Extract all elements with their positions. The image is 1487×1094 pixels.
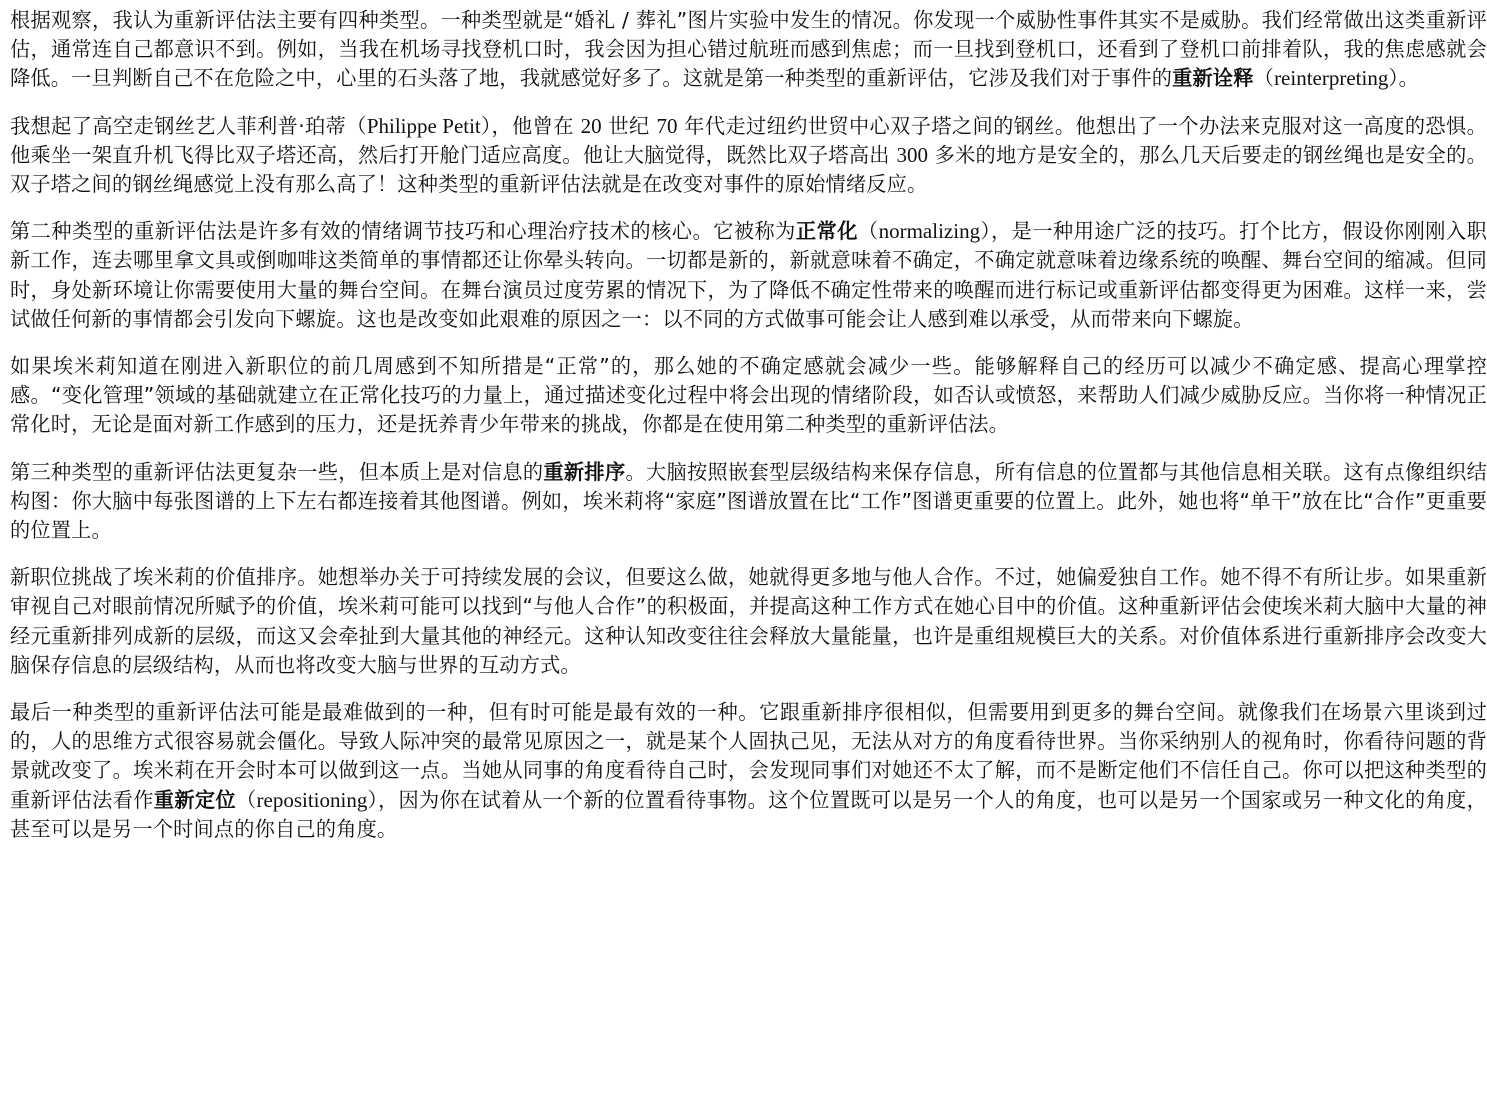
key-term: 正常化 [795,219,858,244]
paragraph [10,352,1487,440]
paragraph [10,6,1487,94]
text-run: 新职位挑战了埃米莉的价值排序。她想举办关于可持续发展的会议，但要这么做，她就得更多地与他人合作。不过，她偏爱独自工作。她不得不有所让步。如果重新审视自己对眼前情况所赋予的价值，埃米莉可能可以找到“与他人合作”的积极面，并提高这种工作方式在她心目中的价值。这种重新评估会使埃米莉大脑中大量的神经元重新排列成新的层级，而这又会牵扯到大量其他的神经元。这种认知改变往往会释放大量能量，也许是重组规模巨大的关系。对价值体系进行重新排序会改变大脑保存信息的层级结构，从而也将改变大脑与世界的互动方式。 [10,565,1487,677]
text-run: 最后一种类型的重新评估法可能是最难做到的一种，但有时可能是最有效的一种。它跟重新排序很相似，但需要用到更多的舞台空间。就像我们在场景六里谈到过的，人的思维方式很容易就会僵化。导致人际冲突的最常见原因之一，就是某个人固执己见，无法从对方的角度看待世界。当你采纳别人的视角时，你看待问题的背景就改变了。埃米莉在开会时本可以做到这一点。当她从同事的角度看待自己时，会发现同事们对她还不太了解，而不是断定他们不信任自己。你可以把这种类型的重新评估法看作 [10,700,1487,812]
paragraph [10,217,1487,334]
text-run: 第三种类型的重新评估法更复杂一些，但本质上是对信息的 [10,459,544,484]
text-run: ）。 [1388,66,1420,91]
text-run: 我想起了高空走钢丝艺人菲利普·珀蒂（ [10,113,367,138]
paragraph [10,698,1487,844]
latin-text: reinterpreting [1274,66,1389,91]
text-run: （ [235,787,257,812]
text-run: 世纪 [601,113,657,138]
key-term: 重新排序 [543,459,626,484]
text-run: ），因为你在试着从一个新的位置看待事物。这个位置既可以是另一个人的角度，也可以是另一个国家或另一种文化的角度，甚至可以是另一个时间点的你自己的角度。 [10,787,1487,841]
latin-text: Philippe Petit [366,113,481,138]
latin-text: 300 [896,142,928,167]
document-body [10,6,1487,844]
text-run: 多米的地方是安全的，那么几天后要走的钢丝绳也是安全的。双子塔之间的钢丝绳感觉上没有那么高了！这种类型的重新评估法就是在改变对事件的原始情绪反应。 [10,142,1487,197]
text-run: 根据观察，我认为重新评估法主要有四种类型。一种类型就是“婚礼 / 葬礼”图片实验中发生的情况。你发现一个威胁性事件其实不是威胁。我们经常做出这类重新评估，通常连自己都意识不到。例如，当我在机场寻找登机口时，我会因为担心错过航班而感到焦虑；而一旦找到登机口，还看到了登机口前排着队，我的焦虑感就会降低。一旦判断自己不在危险之中，心里的石头落了地，我就感觉好多了。这就是第一种类型的重新评估，它涉及我们对于事件的 [10,8,1487,91]
key-term: 重新定位 [153,787,236,812]
text-run: 。大脑按照嵌套型层级结构来保存信息，所有信息的位置都与其他信息相关联。这有点像组织结构图：你大脑中每张图谱的上下左右都连接着其他图谱。例如，埃米莉将“家庭”图谱放置在比“工作”图谱更重要的位置上。此外，她也将“单干”放在比“合作”更重要的位置上。 [10,459,1487,543]
key-term: 重新诠释 [1172,66,1254,91]
text-run: ），他曾在 [480,113,581,138]
text-run: 年代走过纽约世贸中心双子塔之间的钢丝。他想出了一个办法来克服对这一高度的恐惧。他乘坐一架直升机飞得比双子塔还高，然后打开舱门适应高度。他让大脑觉得，既然比双子塔高出 [10,113,1487,167]
text-run: 如果埃米莉知道在刚进入新职位的前几周感到不知所措是“正常”的，那么她的不确定感就会减少一些。能够解释自己的经历可以减少不确定感、提高心理掌控感。“变化管理”领域的基础就建立在正常化技巧的力量上，通过描述变化过程中将会出现的情绪阶段，如否认或愤怒，来帮助人们减少威胁反应。当你将一种情况正常化时，无论是面对新工作感到的压力，还是抚养青少年带来的挑战，你都是在使用第二种类型的重新评估法。 [10,354,1487,437]
text-run: ），是一种用途广泛的技巧。打个比方，假设你刚刚入职新工作，连去哪里拿文具或倒咖啡这类简单的事情都还让你晕头转向。一切都是新的，新就意味着不确定，不确定就意味着边缘系统的唤醒、舞台空间的缩减。但同时，身处新环境让你需要使用大量的舞台空间。在舞台演员过度劳累的情况下，为了降低不确定性带来的唤醒而进行标记或重新评估都变得更为困难。这样一来，尝试做任何新的事情都会引发向下螺旋。这也是改变如此艰难的原因之一：以不同的方式做事可能会让人感到难以承受，从而带来向下螺旋。 [10,219,1487,331]
text-run: （ [857,219,879,244]
latin-text: 20 [580,113,602,138]
latin-text: repositioning [256,787,368,812]
paragraph [10,458,1487,546]
paragraph [10,563,1487,680]
latin-text: normalizing [878,219,981,244]
paragraph [10,112,1487,200]
text-run: （ [1253,66,1275,91]
latin-text: 70 [656,113,678,138]
text-run: 第二种类型的重新评估法是许多有效的情绪调节技巧和心理治疗技术的核心。它被称为 [10,219,796,244]
